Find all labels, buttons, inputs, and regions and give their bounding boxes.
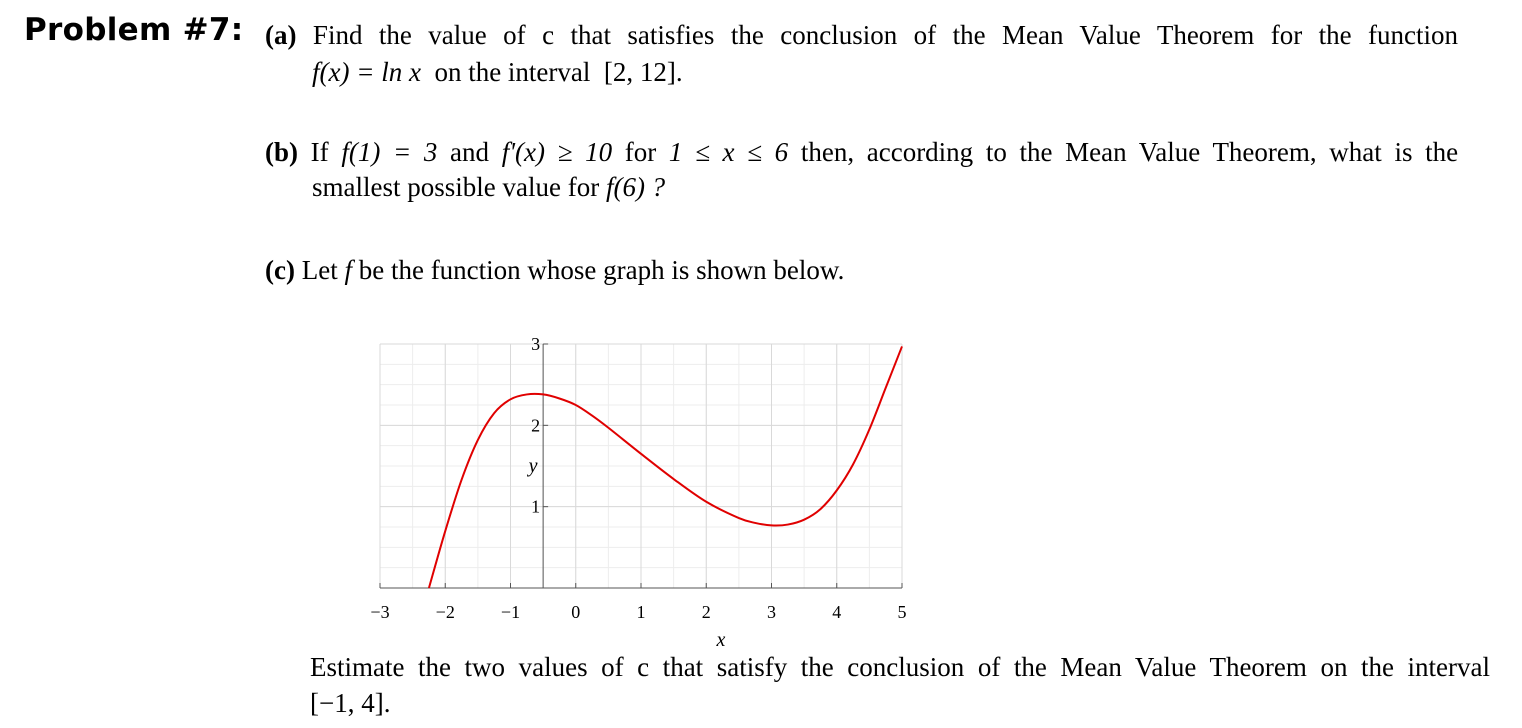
part-a-label: (a) (265, 20, 297, 50)
part-a-interval: [2, 12]. (603, 57, 683, 87)
curve-layer (429, 346, 902, 588)
x-tick-label: −1 (500, 602, 521, 622)
part-b-label: (b) (265, 137, 298, 167)
part-c-text: be the function whose graph is shown below. (358, 255, 845, 285)
part-c-question-line1: Estimate the two values of c that satisfy the conclusion of the Mean Value Theorem on the interval (310, 652, 1490, 682)
part-b-expression: f(6) ? (605, 172, 666, 202)
part-c-label: (c) (265, 255, 295, 285)
x-tick-label: 1 (636, 602, 646, 622)
part-a-text: Find the value of c that satisfies the conclusion of the Mean Value Theorem for the function (312, 20, 1459, 50)
part-a-function: f(x) = ln x (312, 57, 421, 87)
part-b-condition1: f(1) = 3 (341, 137, 438, 167)
x-tick-label: −2 (435, 602, 455, 622)
y-tick-label: 1 (531, 496, 541, 517)
problem-label: Problem #7: (24, 12, 244, 48)
x-tick-label: 0 (571, 602, 581, 622)
x-tick-label: 2 (701, 602, 711, 622)
x-tick-label: 3 (767, 602, 776, 622)
y-tick-label: 2 (531, 415, 541, 436)
part-b-text: then, according to the Mean Value Theorem, what is the (800, 137, 1459, 167)
x-tick-label: 4 (832, 602, 842, 622)
x-tick-label: −3 (370, 602, 390, 622)
tick-labels (370, 334, 906, 651)
part-b-for: for (624, 137, 657, 167)
part-b-condition2: f'(x) ≥ 10 (501, 137, 613, 167)
part-c-f: f (344, 255, 352, 285)
x-axis-label: x (716, 629, 726, 651)
part-b-and: and (450, 137, 490, 167)
y-tick-label: 3 (531, 334, 541, 354)
part-c-question-line2: [−1, 4]. (310, 688, 391, 718)
function-curve (429, 346, 902, 588)
grid (380, 344, 902, 588)
part-b-range: 1 ≤ x ≤ 6 (668, 137, 789, 167)
y-axis-label: y (528, 455, 538, 477)
part-b-question: smallest possible value for (312, 172, 600, 202)
part-b-if: If (310, 137, 329, 167)
x-tick-label: 5 (897, 602, 907, 622)
part-c-let: Let (301, 255, 338, 285)
part-a-interval-text: on the interval (434, 57, 591, 87)
